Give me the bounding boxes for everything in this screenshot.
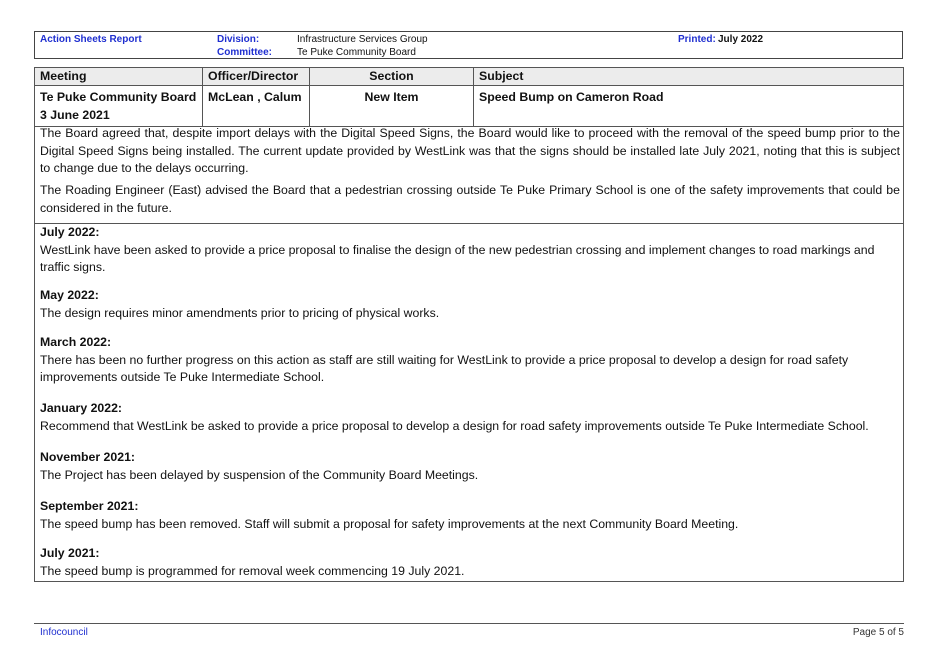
description-paragraph-1: The Board agreed that, despite import delays with the Digital Speed Signs, the Board would like to proceed with the removal of the speed bump prior to the Digital Speed Signs being installed. The current update provided by WestLink was that the signs should be installed late July 2021, noting that this is subject to change due to the delays occurring. <box>40 126 900 175</box>
meeting-name: Te Puke Community Board <box>40 90 197 104</box>
update-text: WestLink have been asked to provide a price proposal to finalise the design of the new pedestrian crossing and implement changes to road markings and traffic signs. <box>40 242 875 274</box>
committee-label: Committee: <box>217 47 273 58</box>
update-item <box>40 224 902 277</box>
committee-value: Te Puke Community Board <box>297 47 416 58</box>
subject-cell: Speed Bump on Cameron Road <box>474 86 904 127</box>
update-heading: May 2022: <box>40 288 99 302</box>
update-item <box>40 287 902 322</box>
update-text: There has been no further progress on this action as staff are still waiting for WestLink to provide a price proposal to develop a design for road safety improvements outside Te Puke Intermediate School. <box>40 352 849 384</box>
update-heading: September 2021: <box>40 499 139 513</box>
update-item <box>40 498 902 533</box>
page-number: Page 5 of 5 <box>852 627 904 638</box>
printed-value: July 2022 <box>718 34 764 45</box>
description-paragraph-2: The Roading Engineer (East) advised the Board that a pedestrian crossing outside Te Puke Primary School is one of the safety improvements that could be considered in the future. <box>40 183 900 215</box>
division-value: Infrastructure Services Group <box>297 34 428 45</box>
update-heading: January 2022: <box>40 401 123 415</box>
update-item <box>40 334 902 387</box>
col-meeting: Meeting <box>35 68 203 86</box>
update-heading: November 2021: <box>40 450 136 464</box>
update-item <box>40 545 902 580</box>
update-item <box>40 449 902 484</box>
report-title: Action Sheets Report <box>40 34 142 45</box>
update-text: The design requires minor amendments prior to pricing of physical works. <box>40 305 440 320</box>
update-heading: July 2022: <box>40 225 100 239</box>
col-subject: Subject <box>474 68 904 86</box>
update-text: The Project has been delayed by suspension of the Community Board Meetings. <box>40 467 479 482</box>
update-text: Recommend that WestLink be asked to provide a price proposal to develop a design for road safety improvements outside Te Puke Intermediate School. <box>40 418 869 433</box>
footer-brand: Infocouncil <box>40 627 88 638</box>
update-heading: July 2021: <box>40 546 100 560</box>
update-text: The speed bump is programmed for removal week commencing 19 July 2021. <box>40 563 465 578</box>
footer-divider <box>34 623 904 624</box>
printed-label: Printed: <box>678 34 716 45</box>
action-table <box>34 67 904 127</box>
table-header-row <box>35 68 904 86</box>
update-item <box>40 400 902 435</box>
update-heading: March 2022: <box>40 335 112 349</box>
report-header <box>34 31 903 59</box>
update-text: The speed bump has been removed. Staff will submit a proposal for safety improvements at the next Community Board Meeting. <box>40 516 739 531</box>
col-section: Section <box>310 68 474 86</box>
officer-cell: McLean , Calum <box>203 86 310 127</box>
section-cell: New Item <box>310 86 474 127</box>
division-label: Division: <box>217 34 260 45</box>
col-officer: Officer/Director <box>203 68 310 86</box>
meeting-date: 3 June 2021 <box>40 108 110 122</box>
